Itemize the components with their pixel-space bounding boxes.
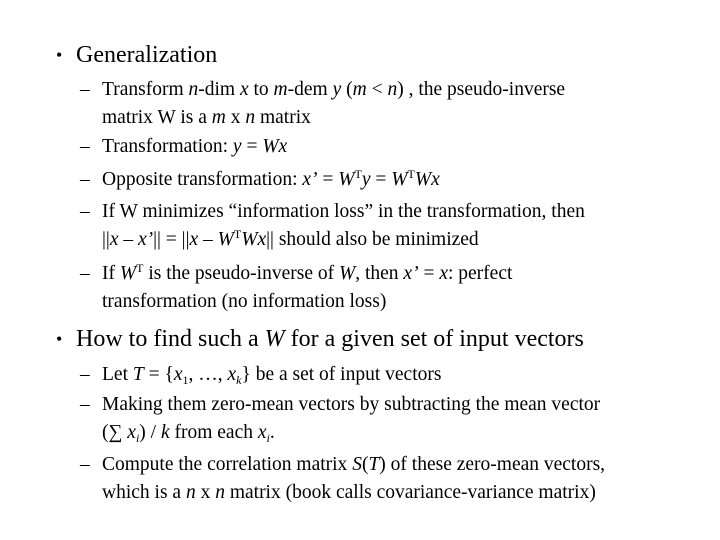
bullet-heading: How to find such a W for a given set of input vectors [76,326,584,352]
dash-icon: – [80,454,90,475]
subitem-line: (∑ $x_i$) / k from each $x_i$. [102,422,275,445]
dash-icon: – [80,364,90,385]
subitem-line: If W minimizes “information loss” in the transformation, then [102,201,585,222]
subitem-line: Compute the correlation matrix S(T) of these zero-mean vectors, [102,454,606,475]
subitem-line: Opposite transformation: x’ = $W^Ty = W^TWx$ [102,167,440,190]
bullet-dot-icon: • [56,45,63,65]
bullet-dot-icon: • [56,329,63,349]
subitem-line: which is a n x n matrix (book calls covariance-variance matrix) [102,482,596,503]
subitem-line: transformation (no information loss) [102,291,387,312]
dash-icon: – [80,201,90,222]
subitem-line: Let $T = \{x_1$, …, $x_k$} be a set of input vectors [102,364,442,387]
dash-icon: – [80,169,90,190]
subitem-line: Making them zero-mean vectors by subtracting the mean vector [102,394,601,415]
subitem-line: matrix W is a m x n matrix [102,107,311,128]
dash-icon: – [80,263,90,284]
bullet-heading: Generalization [76,42,218,68]
subitem-line: If $W^T$ is the pseudo-inverse of W, then x’ = x: perfect [102,261,513,284]
subitem-line: ||x – x’|| = $||x - W^TWx||$ should also be minimized [102,227,479,250]
subitem-line: Transformation: y = Wx [102,136,288,157]
dash-icon: – [80,394,90,415]
dash-icon: – [80,136,90,157]
subitem-line: Transform n-dim x to m-dem y (m < n) , the pseudo-inverse [102,79,566,100]
dash-icon: – [80,79,90,100]
